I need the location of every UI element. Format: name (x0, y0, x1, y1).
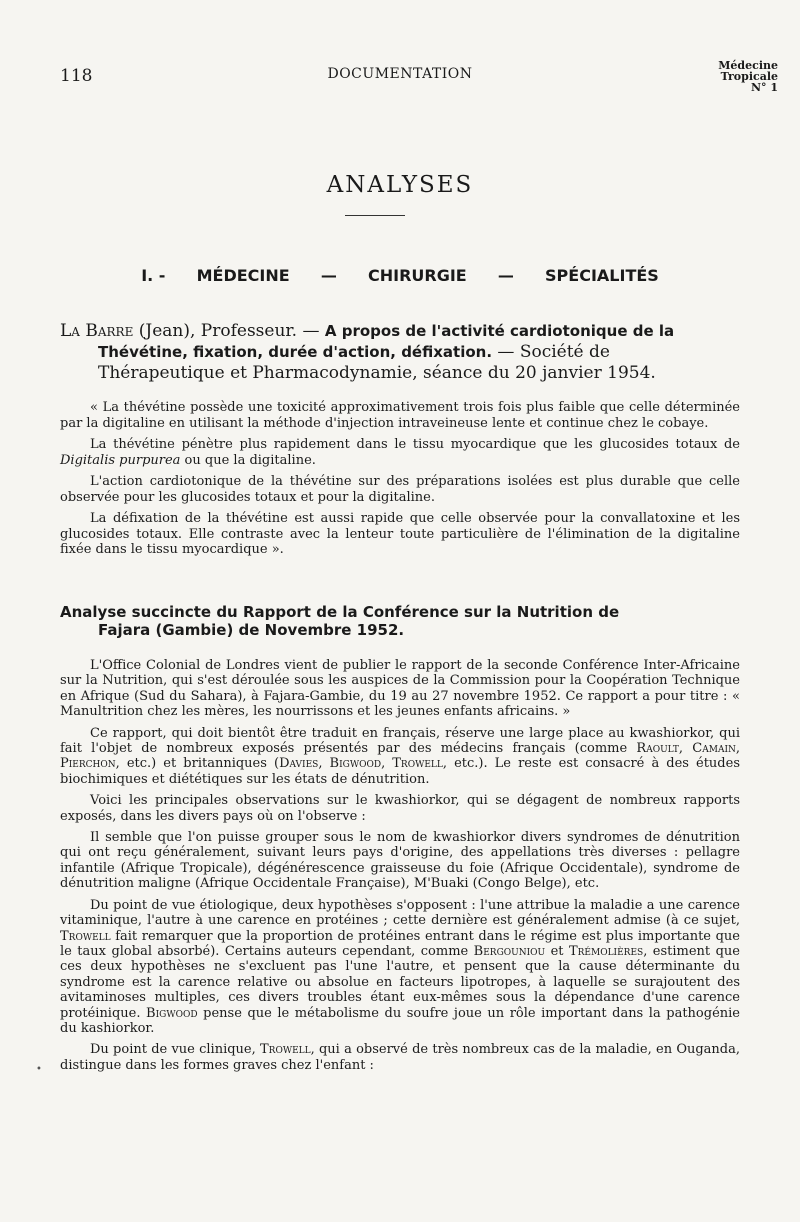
journal-line-3: N° 1 (750, 81, 778, 94)
page-title: ANALYSES (326, 172, 474, 198)
section-number: I. - (141, 266, 166, 285)
margin-mark: • (36, 1064, 42, 1075)
paragraph: « La thévétine possède une toxicité approximativement trois fois plus faible que celle déterminée par la digitaline en utilisant la méthode d'injection intraveineuse lente et continue chez le cobaye. (60, 400, 740, 431)
article-2-heading-line-2: Fajara (Gambie) de Novembre 1952. (98, 621, 405, 639)
page-number: 118 (60, 66, 93, 86)
paragraph: La défixation de la thévétine est aussi rapide que celle observée pour la convallatoxine et les glucosides totaux. Elle contraste avec la lenteur toute particulière de l'élimination de la digitaline fixée dans le tissu myocardique ». (60, 511, 740, 557)
paragraph: Du point de vue clinique, Trowell, qui a observé de très nombreux cas de la maladie, en Ouganda, distingue dans les formes graves chez l'enfant : (60, 1042, 740, 1073)
article-1-body (60, 400, 740, 564)
section-dash-1: — (320, 266, 337, 285)
paragraph: Du point de vue étiologique, deux hypothèses s'opposent : l'une attribue la maladie a une carence vitaminique, l'autre à une carence en protéines ; cette dernière est généralement admise (à ce sujet, Trowell fait remarquer que la proportion de protéines entrant dans le régime est plus importante que le taux global absorbé). Certains auteurs cependant, comme Bergouniou et Trémolières, estiment que ces deux hypothèses ne s'excluent pas l'une l'autre, et pensent que la cause déterminante du syndrome est la carence relative ou absolue en facteurs lipotropes, à laquelle se surajoutent des avitaminoses multiples, ces divers troubles étant eux-mêmes sous la dépendance d'une carence protéinique. Bigwood pense que le métabolisme du soufre joue un rôle important dans la pathogénie du kashiorkor. (60, 897, 740, 1036)
article-title: A propos de l'activité cardiotonique de la Thévétine, fixation, durée d'action, défixation. (98, 322, 675, 361)
article-source: — Société de Thérapeutique et Pharmacodynamie, séance du 20 janvier 1954. (98, 342, 656, 383)
section-part-2: CHIRURGIE (367, 266, 467, 285)
section-part-1: MÉDECINE (196, 266, 290, 285)
journal-line-1: Médecine (718, 59, 778, 72)
article-2-heading (60, 603, 740, 639)
paragraph: Il semble que l'on puisse grouper sous le nom de kwashiorkor divers syndromes de dénutrition qui ont reçu généralement, suivant leurs pays d'origine, des appellations très diverses : pellagre infantile (Afrique Tropicale), dégénérescence graisseuse du foie (Afrique Occidentale), syndrome de dénutrition maligne (Afrique Occidentale Française), M'Buaki (Congo Belge), etc. (60, 830, 740, 892)
paragraph: L'action cardiotonique de la thévétine sur des préparations isolées est plus durable que celle observée pour les glucosides totaux et pour la digitaline. (60, 474, 740, 505)
paragraph: L'Office Colonial de Londres vient de publier le rapport de la seconde Conférence Inter-Africaine sur la Nutrition, qui s'est déroulée sous les auspices de la Commission pour la Coopération Technique en Afrique (Sud du Sahara), à Fajara-Gambie, du 19 au 27 novembre 1952. Ce rapport a pour titre : « Manultrition chez les mères, les nourrissons et les jeunes enfants africains. » (60, 658, 740, 720)
author-details: (Jean), Professeur. — (133, 321, 325, 341)
paragraph: Voici les principales observations sur le kwashiorkor, qui se dégagent de nombreux rapports exposés, dans les divers pays où on l'observe : (60, 793, 740, 824)
section-dash-2: — (497, 266, 514, 285)
author-name: La Barre (60, 321, 134, 341)
species-name: Digitalis purpurea (60, 452, 181, 468)
section-heading (0, 266, 800, 285)
paragraph: La thévétine pénètre plus rapidement dans le tissu myocardique que les glucosides totaux de Digitalis purpurea ou que la digitaline. (60, 437, 740, 468)
section-part-3: SPÉCIALITÉS (545, 266, 659, 285)
article-reference (60, 321, 740, 384)
paragraph: Ce rapport, qui doit bientôt être traduit en français, réserve une large place au kwashiorkor, qui fait l'objet de nombreux exposés présentés par des médecins français (comme Raoult, Camain, Pierchon, etc.) et britanniques (Davies, Bigwood, Trowell, etc.). Le reste est consacré à des études biochimiques et diététiques sur les états de dénutrition. (60, 725, 741, 787)
article-2-body (60, 658, 740, 1079)
journal-line-2: Tropicale (720, 70, 778, 83)
article-2-heading-line-1: Analyse succincte du Rapport de la Conférence sur la Nutrition de (60, 603, 620, 621)
title-rule (345, 215, 405, 216)
running-head: DOCUMENTATION (327, 66, 473, 82)
journal-label (698, 60, 778, 93)
